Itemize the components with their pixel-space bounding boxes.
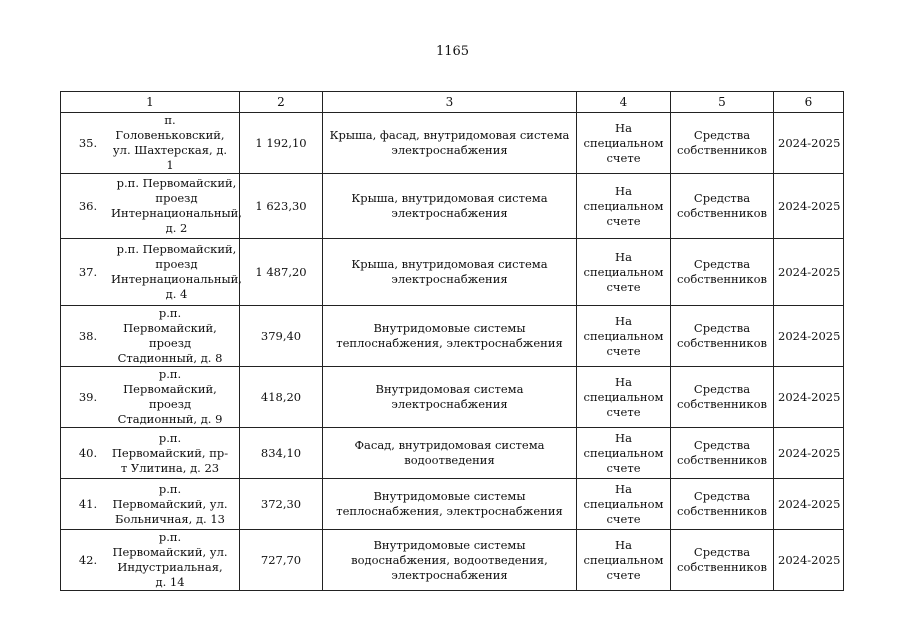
address: р.п. Первомайский, проезд Стадионный, д. 9 — [117, 367, 223, 426]
address: р.п. Первомайский, проезд Интернациональный, д. 4 — [111, 242, 242, 301]
funding-source-cell: Средства собственников — [671, 174, 774, 239]
table-row — [61, 479, 844, 530]
address: р.п. Первомайский, ул. Больничная, д. 13 — [112, 481, 228, 526]
period-cell: 2024-2025 — [774, 530, 844, 591]
area-cell: 1 623,30 — [240, 174, 323, 239]
row-number: 36. — [78, 198, 98, 213]
column-header: 5 — [671, 92, 774, 113]
address: р.п. Первомайский, проезд Интернациональный, д. 2 — [111, 176, 242, 235]
period-cell: 2024-2025 — [774, 174, 844, 239]
area-cell: 418,20 — [240, 367, 323, 428]
funding-source-cell: Средства собственников — [671, 306, 774, 367]
table-row — [61, 530, 844, 591]
row-number: 35. — [78, 135, 98, 150]
works-cell: Крыша, фасад, внутридомовая система электроснабжения — [323, 113, 577, 174]
column-header: 2 — [240, 92, 323, 113]
address-cell — [61, 239, 240, 306]
period-cell: 2024-2025 — [774, 306, 844, 367]
table-row — [61, 239, 844, 306]
table-row — [61, 428, 844, 479]
address: р.п. Первомайский, проезд Стадионный, д. 8 — [117, 306, 223, 365]
area-cell: 1 487,20 — [240, 239, 323, 306]
repair-program-table — [60, 91, 844, 591]
funding-source-cell: Средства собственников — [671, 113, 774, 174]
funding-source-cell: Средства собственников — [671, 239, 774, 306]
funding-source-cell: Средства собственников — [671, 367, 774, 428]
address-cell — [61, 479, 240, 530]
period-cell: 2024-2025 — [774, 113, 844, 174]
funding-source-cell: Средства собственников — [671, 479, 774, 530]
works-cell: Крыша, внутридомовая система электроснабжения — [323, 239, 577, 306]
address-cell — [61, 428, 240, 479]
period-cell: 2024-2025 — [774, 239, 844, 306]
address-cell — [61, 113, 240, 174]
address: п. Головеньковский, ул. Шахтерская, д. 1 — [112, 113, 228, 172]
period-cell: 2024-2025 — [774, 479, 844, 530]
account-cell: На специальном счете — [577, 306, 671, 367]
address-cell — [61, 530, 240, 591]
account-cell: На специальном счете — [577, 367, 671, 428]
address-cell — [61, 367, 240, 428]
table-row — [61, 367, 844, 428]
works-cell: Внутридомовые системы теплоснабжения, электроснабжения — [323, 479, 577, 530]
address: р.п. Первомайский, ул. Индустриальная, д. 14 — [112, 530, 228, 589]
column-header: 4 — [577, 92, 671, 113]
row-number: 40. — [78, 445, 98, 460]
funding-source-cell: Средства собственников — [671, 530, 774, 591]
works-cell: Внутридомовые системы водоснабжения, водоотведения, электроснабжения — [323, 530, 577, 591]
table-header-row — [61, 92, 844, 113]
row-number: 39. — [78, 389, 98, 404]
table-row — [61, 174, 844, 239]
row-number: 38. — [78, 328, 98, 343]
works-cell: Крыша, внутридомовая система электроснабжения — [323, 174, 577, 239]
period-cell: 2024-2025 — [774, 367, 844, 428]
account-cell: На специальном счете — [577, 174, 671, 239]
area-cell: 372,30 — [240, 479, 323, 530]
column-header: 1 — [61, 92, 240, 113]
address: р.п. Первомайский, пр-т Улитина, д. 23 — [111, 430, 229, 475]
row-number: 41. — [78, 496, 98, 511]
account-cell: На специальном счете — [577, 530, 671, 591]
area-cell: 834,10 — [240, 428, 323, 479]
row-number: 37. — [78, 264, 98, 279]
funding-source-cell: Средства собственников — [671, 428, 774, 479]
works-cell: Внутридомовые системы теплоснабжения, электроснабжения — [323, 306, 577, 367]
account-cell: На специальном счете — [577, 479, 671, 530]
account-cell: На специальном счете — [577, 239, 671, 306]
table-row — [61, 306, 844, 367]
table-row — [61, 113, 844, 174]
row-number: 42. — [78, 552, 98, 567]
works-cell: Фасад, внутридомовая система водоотведения — [323, 428, 577, 479]
address-cell — [61, 306, 240, 367]
area-cell: 379,40 — [240, 306, 323, 367]
period-cell: 2024-2025 — [774, 428, 844, 479]
account-cell: На специальном счете — [577, 113, 671, 174]
column-header: 6 — [774, 92, 844, 113]
page-number: 1165 — [435, 44, 470, 59]
area-cell: 1 192,10 — [240, 113, 323, 174]
column-header: 3 — [323, 92, 577, 113]
account-cell: На специальном счете — [577, 428, 671, 479]
address-cell — [61, 174, 240, 239]
area-cell: 727,70 — [240, 530, 323, 591]
works-cell: Внутридомовая система электроснабжения — [323, 367, 577, 428]
